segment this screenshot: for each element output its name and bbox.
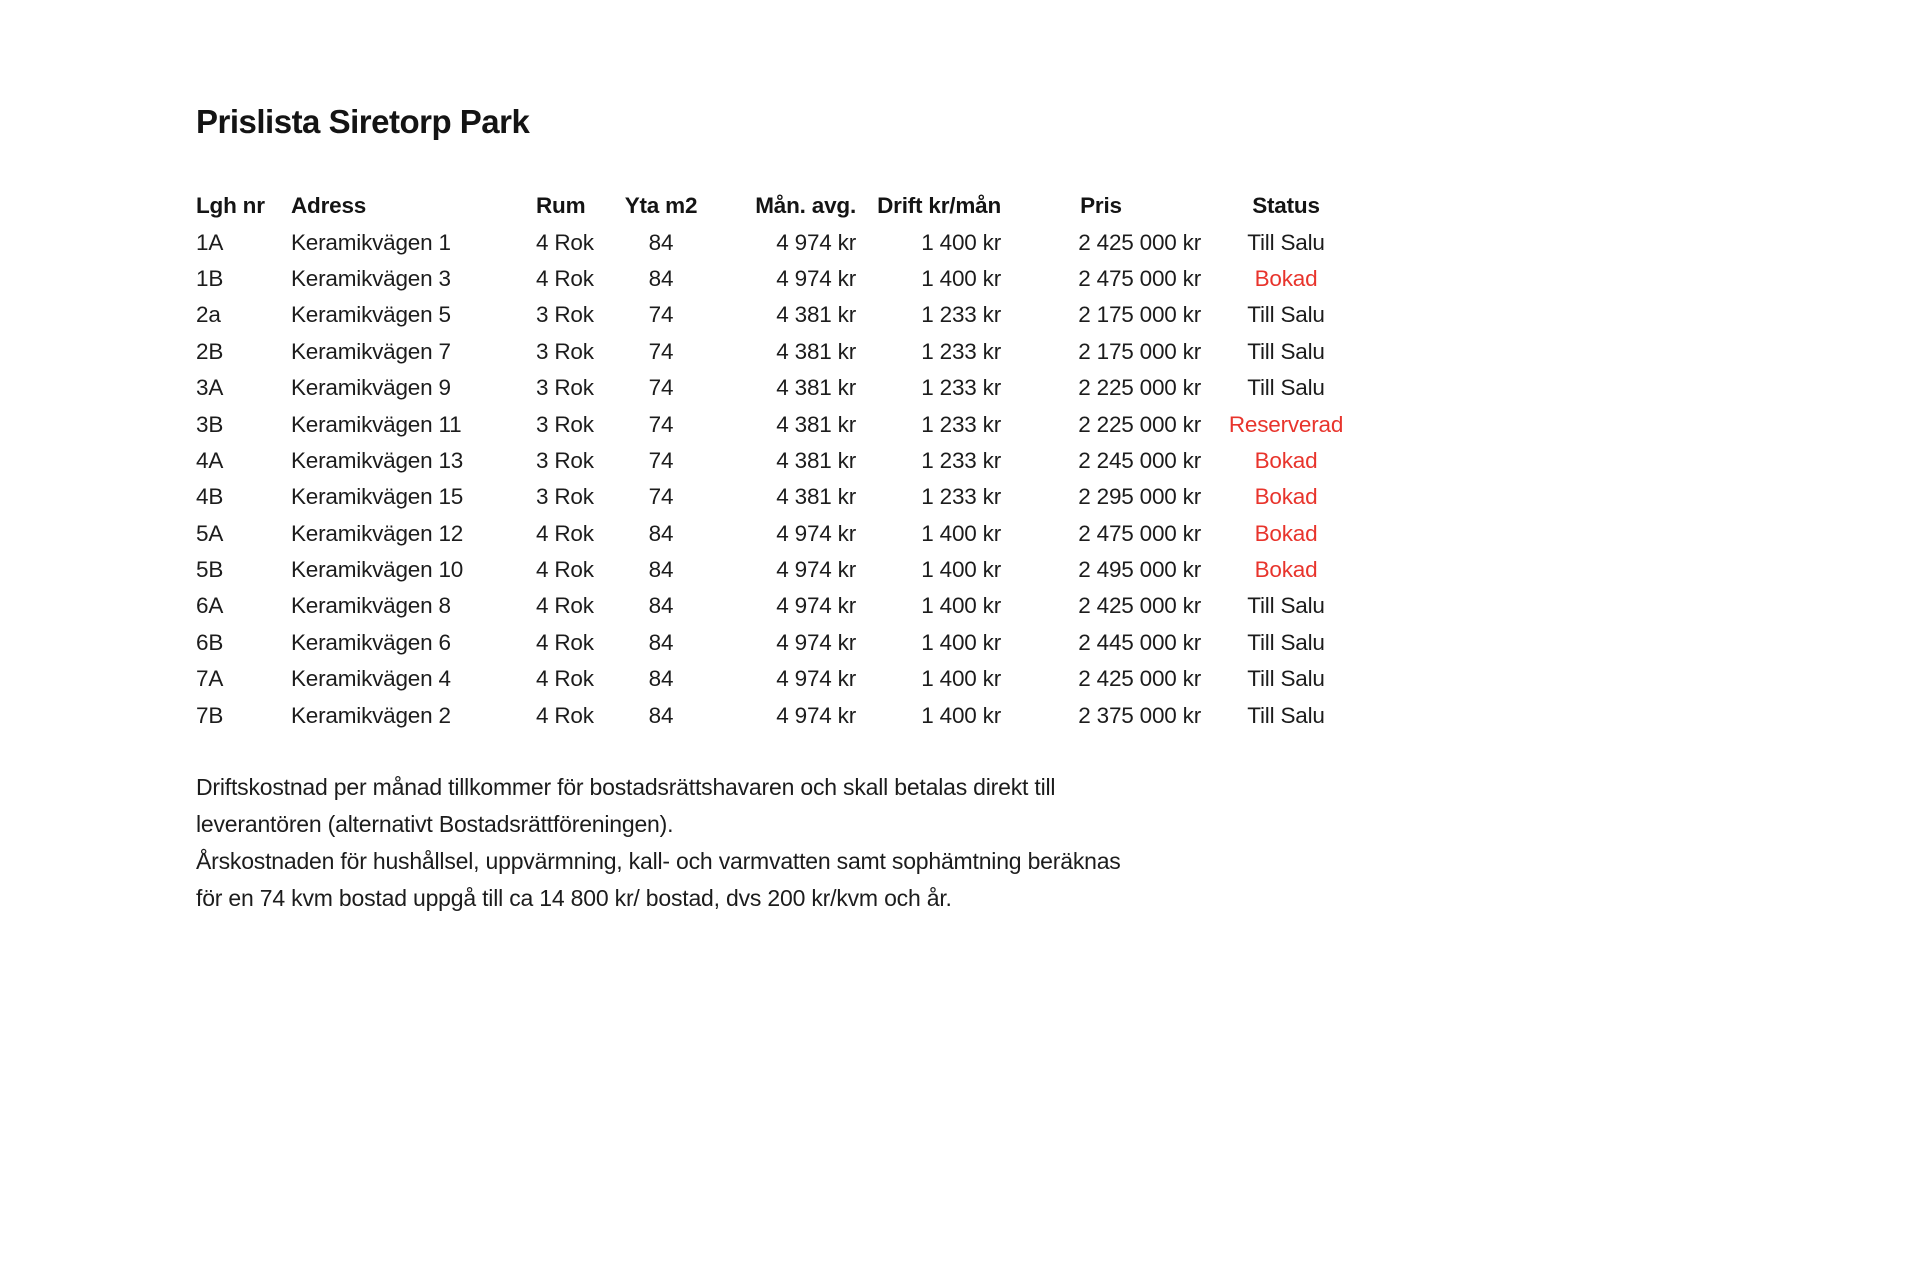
cell-yta: 74 [648,447,674,473]
cell-man_avg: 4 974 kr [776,520,856,546]
cell-status: Till Salu [1247,666,1325,692]
cell-rum: 3 Rok [536,447,594,473]
cell-adress: Keramikvägen 10 [291,557,464,583]
column-header-lgh: Lgh nr [196,193,265,219]
cell-man_avg: 4 974 kr [776,702,856,728]
cell-drift: 1 233 kr [921,338,1001,364]
cell-lgh: 1A [196,229,224,255]
cell-drift: 1 400 kr [921,702,1001,728]
cell-adress: Keramikvägen 5 [291,302,451,328]
cell-status: Bokad [1254,484,1318,510]
cell-pris: 2 245 000 kr [1078,447,1201,473]
cell-yta: 84 [648,629,674,655]
cell-pris: 2 425 000 kr [1078,229,1201,255]
cell-man_avg: 4 974 kr [776,629,856,655]
cell-rum: 4 Rok [536,702,594,728]
cell-lgh: 3A [196,375,224,401]
cell-rum: 3 Rok [536,484,594,510]
cell-drift: 1 400 kr [921,629,1001,655]
cell-rum: 4 Rok [536,265,594,291]
cell-adress: Keramikvägen 2 [291,702,451,728]
cell-pris: 2 225 000 kr [1078,375,1201,401]
column-header-status: Status [1252,193,1320,219]
note-line: leverantören (alternativt Bostadsrättföreningen). [196,811,674,837]
cell-status: Reserverad [1228,411,1344,437]
cell-adress: Keramikvägen 6 [291,629,451,655]
cell-status: Till Salu [1247,338,1325,364]
column-header-adress: Adress [291,193,367,219]
cell-yta: 84 [648,265,674,291]
table-header-row [196,188,1371,224]
cell-rum: 4 Rok [536,229,594,255]
cell-lgh: 7B [196,702,224,728]
notes [196,769,1121,917]
cell-pris: 2 225 000 kr [1078,411,1201,437]
cell-lgh: 1B [196,265,224,291]
cell-drift: 1 400 kr [921,520,1001,546]
cell-rum: 3 Rok [536,375,594,401]
cell-rum: 4 Rok [536,629,594,655]
cell-rum: 4 Rok [536,520,594,546]
cell-adress: Keramikvägen 3 [291,265,451,291]
table-row [196,261,1371,297]
cell-status: Bokad [1254,265,1318,291]
cell-yta: 84 [648,702,674,728]
cell-adress: Keramikvägen 7 [291,338,451,364]
table-row [196,479,1371,515]
cell-man_avg: 4 381 kr [776,447,856,473]
cell-lgh: 4B [196,484,224,510]
cell-lgh: 2a [196,302,221,328]
cell-man_avg: 4 974 kr [776,666,856,692]
cell-man_avg: 4 974 kr [776,557,856,583]
column-header-yta: Yta m2 [624,193,698,219]
cell-drift: 1 400 kr [921,557,1001,583]
table-body [196,224,1371,733]
cell-yta: 84 [648,557,674,583]
cell-pris: 2 475 000 kr [1078,520,1201,546]
cell-drift: 1 400 kr [921,593,1001,619]
table-row [196,588,1371,624]
cell-man_avg: 4 381 kr [776,338,856,364]
cell-adress: Keramikvägen 4 [291,666,451,692]
cell-adress: Keramikvägen 1 [291,229,451,255]
cell-man_avg: 4 381 kr [776,302,856,328]
cell-pris: 2 495 000 kr [1078,557,1201,583]
cell-pris: 2 425 000 kr [1078,593,1201,619]
cell-yta: 74 [648,484,674,510]
cell-yta: 84 [648,666,674,692]
table-row [196,334,1371,370]
cell-drift: 1 400 kr [921,265,1001,291]
cell-status: Till Salu [1247,702,1325,728]
table-row [196,297,1371,333]
cell-yta: 84 [648,229,674,255]
cell-rum: 3 Rok [536,302,594,328]
cell-pris: 2 175 000 kr [1078,338,1201,364]
note-line: för en 74 kvm bostad uppgå till ca 14 800 kr/ bostad, dvs 200 kr/kvm och år. [196,885,952,911]
cell-rum: 4 Rok [536,666,594,692]
table-row [196,625,1371,661]
cell-lgh: 3B [196,411,224,437]
cell-rum: 4 Rok [536,593,594,619]
cell-adress: Keramikvägen 13 [291,447,464,473]
cell-yta: 74 [648,411,674,437]
table-row [196,552,1371,588]
cell-lgh: 7A [196,666,224,692]
cell-drift: 1 400 kr [921,666,1001,692]
cell-adress: Keramikvägen 8 [291,593,451,619]
cell-lgh: 5A [196,520,224,546]
cell-adress: Keramikvägen 15 [291,484,464,510]
cell-status: Till Salu [1247,302,1325,328]
cell-lgh: 5B [196,557,224,583]
cell-yta: 74 [648,338,674,364]
note-line: Årskostnaden för hushållsel, uppvärmning, kall- och varmvatten samt sophämtning beräknas [196,848,1121,874]
table-row [196,370,1371,406]
cell-man_avg: 4 381 kr [776,375,856,401]
note-line: Driftskostnad per månad tillkommer för bostadsrättshavaren och skall betalas direkt till [196,774,1056,800]
cell-status: Bokad [1254,447,1318,473]
cell-rum: 3 Rok [536,411,594,437]
cell-pris: 2 425 000 kr [1078,666,1201,692]
price-table [196,188,1371,734]
cell-pris: 2 295 000 kr [1078,484,1201,510]
cell-status: Till Salu [1247,629,1325,655]
cell-pris: 2 445 000 kr [1078,629,1201,655]
table-row [196,661,1371,697]
table-row [196,697,1371,733]
cell-man_avg: 4 974 kr [776,265,856,291]
cell-drift: 1 400 kr [921,229,1001,255]
cell-rum: 3 Rok [536,338,594,364]
cell-status: Till Salu [1247,593,1325,619]
cell-adress: Keramikvägen 9 [291,375,451,401]
column-header-rum: Rum [536,193,586,219]
column-header-man_avg: Mån. avg. [755,193,856,219]
cell-status: Till Salu [1247,229,1325,255]
cell-rum: 4 Rok [536,557,594,583]
cell-lgh: 4A [196,447,224,473]
cell-adress: Keramikvägen 11 [291,411,462,437]
cell-lgh: 6A [196,593,224,619]
cell-status: Till Salu [1247,375,1325,401]
cell-lgh: 6B [196,629,224,655]
cell-yta: 74 [648,375,674,401]
cell-man_avg: 4 381 kr [776,411,856,437]
cell-drift: 1 233 kr [921,411,1001,437]
column-header-drift: Drift kr/mån [877,193,1001,219]
cell-drift: 1 233 kr [921,302,1001,328]
cell-man_avg: 4 974 kr [776,229,856,255]
table-row [196,443,1371,479]
table-row [196,516,1371,552]
cell-pris: 2 375 000 kr [1078,702,1201,728]
page-title: Prislista Siretorp Park [196,103,530,140]
cell-drift: 1 233 kr [921,375,1001,401]
cell-yta: 84 [648,593,674,619]
cell-status: Bokad [1254,520,1318,546]
cell-man_avg: 4 381 kr [776,484,856,510]
cell-drift: 1 233 kr [921,447,1001,473]
cell-yta: 74 [648,302,674,328]
cell-yta: 84 [648,520,674,546]
cell-lgh: 2B [196,338,224,364]
cell-pris: 2 475 000 kr [1078,265,1201,291]
cell-drift: 1 233 kr [921,484,1001,510]
table-row [196,406,1371,442]
table-row [196,224,1371,260]
column-header-pris: Pris [1080,193,1122,219]
cell-man_avg: 4 974 kr [776,593,856,619]
cell-status: Bokad [1254,557,1318,583]
cell-adress: Keramikvägen 12 [291,520,464,546]
cell-pris: 2 175 000 kr [1078,302,1201,328]
